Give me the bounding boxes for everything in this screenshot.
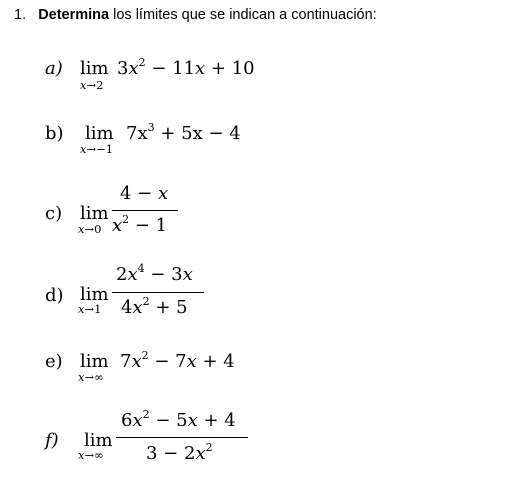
heading-text: los límites que se indican a continuación: xyxy=(109,7,377,23)
limit-subscript-f: x→∞ xyxy=(78,448,104,462)
fraction-bar-d xyxy=(112,292,204,293)
fraction-bar-c xyxy=(112,210,178,211)
item-letter-a: a) xyxy=(45,58,63,79)
item-letter-b: b) xyxy=(45,123,64,144)
lim-operator-b: lim xyxy=(85,123,114,144)
fraction-denominator-d: $4x^2 + 5$ xyxy=(121,295,188,318)
lim-operator-a: lim xyxy=(80,58,109,79)
lim-operator-e: lim xyxy=(80,351,109,372)
exercise-heading xyxy=(14,7,377,23)
lim-operator-c: lim xyxy=(80,203,109,224)
item-letter-c: c) xyxy=(45,203,63,224)
item-letter-e: e) xyxy=(45,351,63,372)
limit-subscript-e: x→∞ xyxy=(78,370,104,384)
fraction-numerator-f: $6x^2 - 5x + 4$ xyxy=(121,408,236,431)
item-letter-f: f) xyxy=(45,430,59,451)
limit-expression-a: $3x^2 - 11x + 10$ xyxy=(117,56,255,79)
limit-subscript-b: x→−1 xyxy=(80,142,114,156)
fraction-bar-f xyxy=(116,437,248,438)
fraction-denominator-c: $x^2 - 1$ xyxy=(112,213,168,236)
item-letter-d: d) xyxy=(45,285,64,306)
lim-operator-d: lim xyxy=(80,284,109,305)
limit-subscript-d: x→1 xyxy=(78,302,102,316)
lim-operator-f: lim xyxy=(84,430,113,451)
exercise-number: 1. xyxy=(14,7,27,23)
limit-subscript-c: x→0 xyxy=(78,222,102,236)
fraction-numerator-d: $2x^4 - 3x$ xyxy=(116,262,193,285)
fraction-denominator-f: $3 - 2x^2$ xyxy=(146,441,213,464)
limit-subscript-a: x→2 xyxy=(80,78,104,92)
limit-expression-b: $7x^3 + 5x - 4$ xyxy=(126,121,241,144)
fraction-numerator-c: 4 − x xyxy=(120,183,169,204)
limit-expression-e: $7x^2 - 7x + 4$ xyxy=(120,349,235,372)
heading-bold-word: Determina xyxy=(38,7,110,23)
